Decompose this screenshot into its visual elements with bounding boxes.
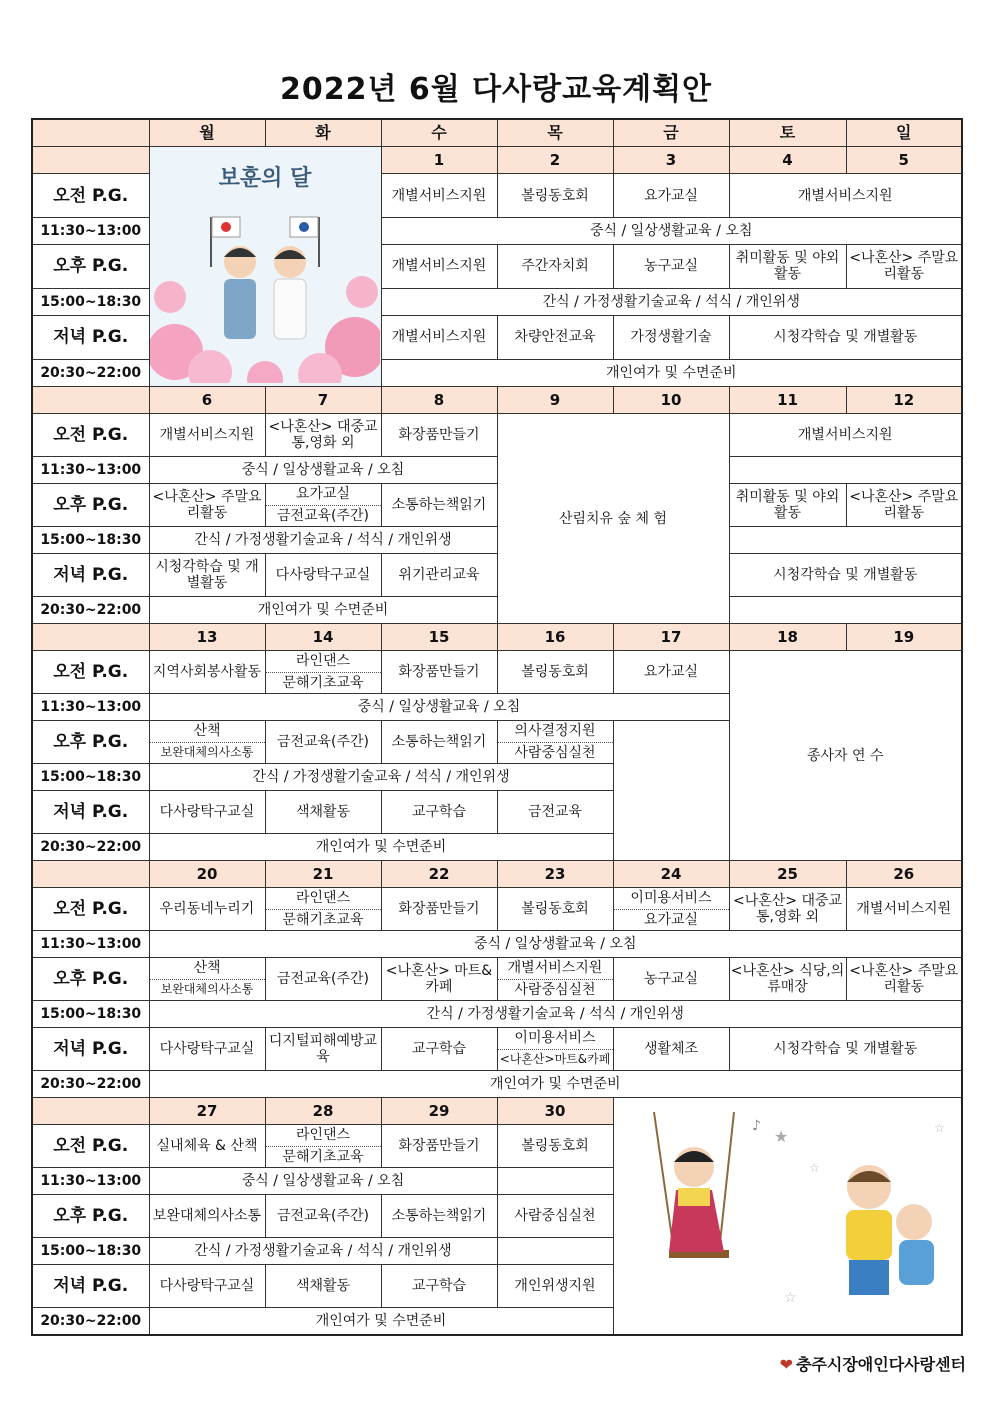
activity-cell: 시청각학습 및 개별활동 — [729, 1028, 962, 1071]
activity-cell: <나혼산> 대중교통,영화 외 — [265, 414, 381, 457]
activity-cell: 농구교실 — [613, 958, 729, 1001]
activity-cell: 농구교실 — [613, 245, 729, 289]
children-playing-illustration — [614, 1102, 960, 1328]
activity-cell: <나혼산> 마트&카페 — [381, 958, 497, 1001]
activity-cell: 개별서비스지원 — [381, 245, 497, 289]
date-label-cell — [32, 387, 149, 414]
activity-cell: 가정생활기술 — [613, 316, 729, 360]
time-label: 15:00~18:30 — [32, 1238, 149, 1265]
activity-cell: 차량안전교육 — [497, 316, 613, 360]
heart-logo-icon: ❤ — [779, 1355, 793, 1374]
activity-cell: <나혼산> 식당,의류매장 — [729, 958, 846, 1001]
date-cell: 10 — [613, 387, 729, 414]
week4-am-row — [32, 888, 962, 931]
activity-cell: <나혼산> 대중교통,영화 외 — [729, 888, 846, 931]
weekday-tue: 화 — [265, 119, 381, 147]
date-cell: 19 — [846, 624, 962, 651]
row-label-eve: 저녁 P.G. — [32, 791, 149, 834]
week4-pm-row — [32, 958, 962, 1001]
weekday-header-row — [32, 119, 962, 147]
weekday-fri: 금 — [613, 119, 729, 147]
activity-top: 요가교실 — [266, 484, 381, 506]
date-cell: 21 — [265, 861, 381, 888]
activity-cell: 다사랑탁구교실 — [149, 791, 265, 834]
activity-cell: 디지털피해예방교육 — [265, 1028, 381, 1071]
children-illustration — [613, 1098, 962, 1336]
empty-cell — [729, 597, 962, 624]
week2-am-row — [32, 414, 962, 457]
activity-bottom: 보완대체의사소통 — [160, 982, 254, 997]
activity-bottom: 사람중심실천 — [514, 981, 596, 998]
organization-footer — [780, 1352, 966, 1375]
activity-cell: 볼링동호회 — [497, 1125, 613, 1168]
activity-cell: 취미활동 및 야외활동 — [729, 245, 846, 289]
row-label-pm: 오후 P.G. — [32, 721, 149, 764]
date-cell: 26 — [846, 861, 962, 888]
date-cell: 17 — [613, 624, 729, 651]
common-activity-cell: 중식 / 일상생활교육 / 오침 — [381, 217, 962, 244]
common-activity-cell: 간식 / 가정생활기술교육 / 석식 / 개인위생 — [149, 764, 613, 791]
empty-cell — [729, 527, 962, 554]
activity-top: 산책 — [150, 958, 265, 980]
date-label-cell — [32, 861, 149, 888]
activity-cell: 교구학습 — [381, 1028, 497, 1071]
activity-cell: 지역사회봉사활동 — [149, 651, 265, 694]
activity-cell-split — [149, 721, 265, 764]
row-label-pm: 오후 P.G. — [32, 245, 149, 289]
activity-cell: 시청각학습 및 개별활동 — [149, 554, 265, 597]
date-cell: 8 — [381, 387, 497, 414]
row-label-am: 오전 P.G. — [32, 414, 149, 457]
activity-bottom: 문해기초교육 — [282, 1148, 364, 1165]
empty-cell — [613, 721, 729, 861]
weekday-wed: 수 — [381, 119, 497, 147]
date-cell: 28 — [265, 1098, 381, 1125]
activity-cell-split — [497, 721, 613, 764]
activity-cell: 개별서비스지원 — [729, 174, 962, 218]
activity-cell-split — [497, 958, 613, 1001]
star-icon: ☆ — [934, 1120, 946, 1135]
time-label: 15:00~18:30 — [32, 764, 149, 791]
week3-am-row — [32, 651, 962, 694]
activity-cell: 개별서비스지원 — [149, 414, 265, 457]
week4-lunch-row — [32, 931, 962, 958]
activity-top: 개별서비스지원 — [498, 958, 613, 980]
activity-cell: 교구학습 — [381, 791, 497, 834]
activity-cell: 보완대체의사소통 — [149, 1195, 265, 1238]
activity-top: 라인댄스 — [266, 651, 381, 673]
common-activity-cell: 개인여가 및 수면준비 — [149, 834, 613, 861]
common-activity-cell: 간식 / 가정생활기술교육 / 석식 / 개인위생 — [381, 288, 962, 315]
time-label: 20:30~22:00 — [32, 1308, 149, 1336]
activity-bottom: 문해기초교육 — [282, 911, 364, 928]
date-cell: 9 — [497, 387, 613, 414]
date-label-cell — [32, 624, 149, 651]
date-cell: 16 — [497, 624, 613, 651]
row-label-eve: 저녁 P.G. — [32, 316, 149, 360]
activity-bottom: 문해기초교육 — [282, 674, 364, 691]
activity-cell: 시청각학습 및 개별활동 — [729, 554, 962, 597]
common-activity-cell: 간식 / 가정생활기술교육 / 석식 / 개인위생 — [149, 1001, 962, 1028]
activity-cell: 색채활동 — [265, 1265, 381, 1308]
activity-cell: 금전교육(주간) — [265, 1195, 381, 1238]
activity-cell: 개별서비스지원 — [381, 316, 497, 360]
time-label: 15:00~18:30 — [32, 527, 149, 554]
date-cell: 22 — [381, 861, 497, 888]
date-cell: 2 — [497, 147, 613, 174]
activity-cell: 생활체조 — [613, 1028, 729, 1071]
activity-cell: 시청각학습 및 개별활동 — [729, 316, 962, 360]
weekday-thu: 목 — [497, 119, 613, 147]
week3-dates-row — [32, 624, 962, 651]
date-cell: 1 — [381, 147, 497, 174]
activity-cell-split — [265, 888, 381, 931]
special-event-cell: 산림치유 숲 체 험 — [497, 414, 729, 624]
common-activity-cell: 간식 / 가정생활기술교육 / 석식 / 개인위생 — [149, 527, 497, 554]
week4-eve-row — [32, 1028, 962, 1071]
common-activity-cell: 개인여가 및 수면준비 — [149, 1308, 613, 1336]
date-cell: 30 — [497, 1098, 613, 1125]
activity-cell: 소통하는책읽기 — [381, 721, 497, 764]
activity-cell: 색채활동 — [265, 791, 381, 834]
music-note-icon: ♪ — [752, 1117, 762, 1134]
date-cell: 29 — [381, 1098, 497, 1125]
page-title: 2022년 6월 다사랑교육계획안 — [279, 72, 713, 107]
activity-cell: 다사랑탁구교실 — [265, 554, 381, 597]
week5-dates-row — [32, 1098, 962, 1125]
date-label-cell — [32, 1098, 149, 1125]
date-cell: 23 — [497, 861, 613, 888]
week4-dates-row — [32, 861, 962, 888]
date-cell: 25 — [729, 861, 846, 888]
common-activity-cell: 간식 / 가정생활기술교육 / 석식 / 개인위생 — [149, 1238, 497, 1265]
time-label: 20:30~22:00 — [32, 1071, 149, 1098]
date-cell: 12 — [846, 387, 962, 414]
memorial-month-poster — [150, 147, 380, 383]
row-label-eve: 저녁 P.G. — [32, 1265, 149, 1308]
date-cell: 15 — [381, 624, 497, 651]
star-icon: ☆ — [809, 1160, 821, 1175]
empty-cell — [497, 1238, 613, 1265]
activity-cell: <나혼산> 주말요리활동 — [846, 245, 962, 289]
common-activity-cell: 개인여가 및 수면준비 — [381, 359, 962, 386]
time-label: 11:30~13:00 — [32, 457, 149, 484]
activity-cell: 화장품만들기 — [381, 414, 497, 457]
row-label-pm: 오후 P.G. — [32, 1195, 149, 1238]
time-label: 11:30~13:00 — [32, 694, 149, 721]
common-activity-cell: 중식 / 일상생활교육 / 오침 — [149, 931, 962, 958]
week4-night-row — [32, 1071, 962, 1098]
row-label-eve: 저녁 P.G. — [32, 554, 149, 597]
common-activity-cell: 중식 / 일상생활교육 / 오침 — [149, 694, 729, 721]
special-event-cell: 종사자 연 수 — [729, 651, 962, 861]
activity-cell-split — [497, 1028, 613, 1071]
weekday-mon: 월 — [149, 119, 265, 147]
corner-cell — [32, 119, 149, 147]
date-cell: 7 — [265, 387, 381, 414]
activity-cell: 소통하는책읽기 — [381, 484, 497, 527]
date-cell: 13 — [149, 624, 265, 651]
empty-cell — [497, 1168, 613, 1195]
activity-cell: 화장품만들기 — [381, 888, 497, 931]
activity-cell: 개별서비스지원 — [381, 174, 497, 218]
activity-top: 의사결정지원 — [498, 721, 613, 743]
week1-dates-row — [32, 147, 962, 174]
row-label-pm: 오후 P.G. — [32, 958, 149, 1001]
row-label-pm: 오후 P.G. — [32, 484, 149, 527]
activity-cell: 주간자치회 — [497, 245, 613, 289]
time-label: 20:30~22:00 — [32, 834, 149, 861]
common-activity-cell: 개인여가 및 수면준비 — [149, 597, 497, 624]
activity-cell: 다사랑탁구교실 — [149, 1265, 265, 1308]
activity-cell: 화장품만들기 — [381, 1125, 497, 1168]
activity-cell: 교구학습 — [381, 1265, 497, 1308]
activity-top: 라인댄스 — [266, 1125, 381, 1147]
common-activity-cell: 중식 / 일상생활교육 / 오침 — [149, 1168, 497, 1195]
time-label: 20:30~22:00 — [32, 597, 149, 624]
row-label-eve: 저녁 P.G. — [32, 1028, 149, 1071]
activity-cell-split — [265, 1125, 381, 1168]
activity-cell: 요가교실 — [613, 651, 729, 694]
activity-cell: 금전교육 — [497, 791, 613, 834]
activity-cell-split — [149, 958, 265, 1001]
activity-cell: <나혼산> 주말요리활동 — [846, 958, 962, 1001]
activity-bottom: 보완대체의사소통 — [160, 745, 254, 760]
time-label: 11:30~13:00 — [32, 217, 149, 244]
time-label: 15:00~18:30 — [32, 1001, 149, 1028]
activity-top: 산책 — [150, 721, 265, 743]
date-cell: 24 — [613, 861, 729, 888]
activity-cell: 실내체육 & 산책 — [149, 1125, 265, 1168]
time-label: 20:30~22:00 — [32, 359, 149, 386]
activity-cell: 취미활동 및 야외활동 — [729, 484, 846, 527]
activity-bottom: 요가교실 — [643, 911, 699, 928]
activity-top: 이미용서비스 — [498, 1028, 613, 1050]
activity-top: 이미용서비스 — [614, 888, 729, 910]
date-cell: 18 — [729, 624, 846, 651]
activity-cell-split — [265, 484, 381, 527]
date-cell: 14 — [265, 624, 381, 651]
time-label: 11:30~13:00 — [32, 1168, 149, 1195]
activity-cell: 개별서비스지원 — [846, 888, 962, 931]
weekday-sun: 일 — [846, 119, 962, 147]
common-activity-cell: 개인여가 및 수면준비 — [149, 1071, 962, 1098]
organization-name: 충주시장애인다사랑센터 — [795, 1355, 966, 1374]
weekday-sat: 토 — [729, 119, 846, 147]
activity-cell: 금전교육(주간) — [265, 721, 381, 764]
date-cell: 6 — [149, 387, 265, 414]
week2-dates-row — [32, 387, 962, 414]
activity-bottom: <나혼산>마트&카페 — [499, 1052, 611, 1067]
activity-cell: 금전교육(주간) — [265, 958, 381, 1001]
row-label-am: 오전 P.G. — [32, 1125, 149, 1168]
activity-cell: 개별서비스지원 — [729, 414, 962, 457]
schedule-table — [31, 118, 963, 1336]
activity-top: 라인댄스 — [266, 888, 381, 910]
activity-cell: 볼링동호회 — [497, 651, 613, 694]
poster-illustration — [149, 147, 381, 387]
activity-cell: 다사랑탁구교실 — [149, 1028, 265, 1071]
date-cell: 3 — [613, 147, 729, 174]
activity-cell: 개인위생지원 — [497, 1265, 613, 1308]
row-label-am: 오전 P.G. — [32, 888, 149, 931]
activity-cell: 요가교실 — [613, 174, 729, 218]
poster-title: 보훈의 달 — [218, 165, 312, 191]
star-icon: ☆ — [784, 1289, 797, 1306]
activity-bottom: 사람중심실천 — [514, 744, 596, 761]
common-activity-cell: 중식 / 일상생활교육 / 오침 — [149, 457, 497, 484]
date-cell: 11 — [729, 387, 846, 414]
activity-cell: 위기관리교육 — [381, 554, 497, 597]
activity-cell: <나혼산> 주말요리활동 — [846, 484, 962, 527]
activity-cell: 사람중심실천 — [497, 1195, 613, 1238]
activity-cell: 볼링동호회 — [497, 888, 613, 931]
activity-bottom: 금전교육(주간) — [276, 507, 370, 524]
date-cell: 20 — [149, 861, 265, 888]
date-label-cell — [32, 147, 149, 174]
time-label: 11:30~13:00 — [32, 931, 149, 958]
activity-cell: 볼링동호회 — [497, 174, 613, 218]
activity-cell: 소통하는책읽기 — [381, 1195, 497, 1238]
activity-cell-split — [265, 651, 381, 694]
row-label-am: 오전 P.G. — [32, 174, 149, 218]
activity-cell: 화장품만들기 — [381, 651, 497, 694]
activity-cell-split — [613, 888, 729, 931]
row-label-am: 오전 P.G. — [32, 651, 149, 694]
time-label: 15:00~18:30 — [32, 288, 149, 315]
activity-cell: <나혼산> 주말요리활동 — [149, 484, 265, 527]
week4-snack-row — [32, 1001, 962, 1028]
empty-cell — [729, 457, 962, 484]
date-cell: 5 — [846, 147, 962, 174]
date-cell: 4 — [729, 147, 846, 174]
date-cell: 27 — [149, 1098, 265, 1125]
star-icon: ★ — [774, 1126, 789, 1146]
activity-cell: 우리동네누리기 — [149, 888, 265, 931]
